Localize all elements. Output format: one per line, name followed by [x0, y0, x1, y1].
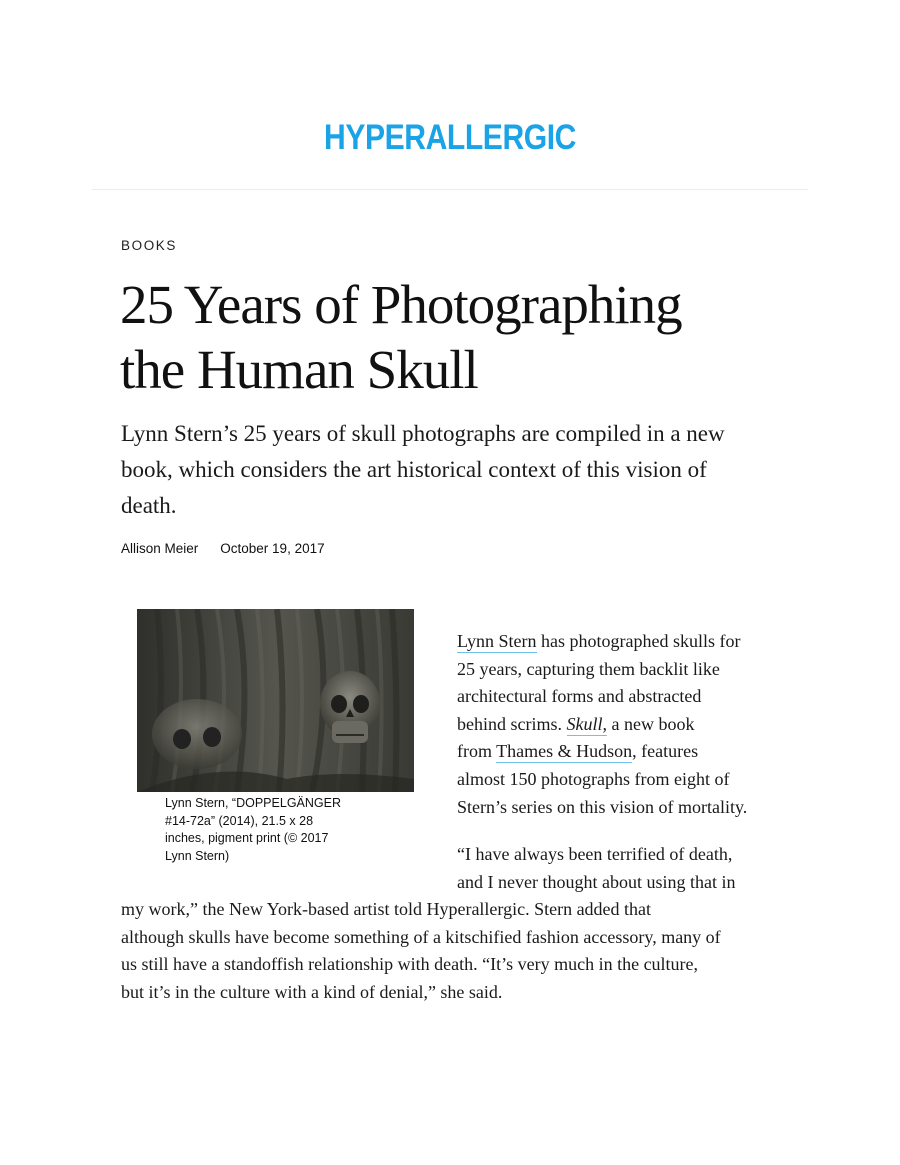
caption-line: Lynn Stern, “DOPPELGÄNGER: [165, 796, 341, 810]
body-paragraph: [457, 841, 782, 896]
headline-line: 25 Years of Photographing: [120, 274, 682, 335]
article-dek: [121, 416, 791, 524]
caption-line: inches, pigment print (© 2017: [165, 831, 329, 845]
paragraph-line: us still have a standoffish relationship with death. “It’s very much in the culture,: [121, 954, 699, 975]
article-headline: [120, 272, 820, 402]
paragraph-line: almost 150 photographs from eight of: [457, 768, 730, 789]
dek-line: book, which considers the art historical context of this vision of: [121, 457, 707, 482]
byline: [121, 541, 325, 556]
author-link[interactable]: Allison Meier: [121, 541, 199, 556]
caption-line: #14-72a” (2014), 21.5 x 28: [165, 813, 314, 828]
paragraph-line: my work,” the New York-based artist told Hyperallergic. Stern added that: [121, 899, 652, 919]
body-paragraph: [457, 628, 782, 821]
masthead: [0, 0, 900, 190]
text-run: , features: [632, 741, 699, 762]
text-run: behind scrims.: [457, 713, 567, 734]
category-link[interactable]: BOOKS: [121, 238, 178, 253]
paragraph-line: “I have always been terrified of death,: [457, 844, 733, 864]
figure-caption: [165, 795, 380, 865]
paragraph-line: architectural forms and abstracted: [457, 686, 702, 707]
headline-line: the Human Skull: [120, 339, 478, 400]
text-run: has photographed skulls for: [536, 631, 741, 651]
paragraph-line: Stern’s series on this vision of mortality.: [457, 796, 748, 817]
article-figure: [137, 609, 414, 865]
paragraph-line: 25 years, capturing them backlit like: [457, 658, 720, 679]
caption-line: Lynn Stern): [165, 848, 230, 863]
publisher-link[interactable]: Thames & Hudson: [496, 741, 633, 762]
body-paragraph-continued: [121, 896, 786, 1006]
book-link[interactable]: Skull,: [566, 713, 607, 734]
dek-line: Lynn Stern’s 25 years of skull photographs are compiled in a new: [121, 421, 725, 446]
artist-link[interactable]: Lynn Stern: [457, 631, 537, 651]
masthead-divider: [92, 189, 808, 190]
site-logo[interactable]: HYPERALLERGIC: [324, 118, 576, 157]
text-run: a new book: [607, 713, 695, 734]
paragraph-line: [457, 628, 782, 656]
paragraph-line: and I never thought about using that in: [457, 871, 736, 892]
dek-line: death.: [121, 493, 177, 518]
skull-photograph[interactable]: [137, 609, 414, 792]
paragraph-line: [457, 738, 782, 766]
text-run: from: [457, 741, 497, 762]
paragraph-line: although skulls have become something of a kitschified fashion accessory, many of: [121, 926, 721, 947]
publish-date: October 19, 2017: [220, 541, 325, 556]
paragraph-line: but it’s in the culture with a kind of denial,” she said.: [121, 981, 503, 1002]
paragraph-line: [457, 711, 782, 739]
